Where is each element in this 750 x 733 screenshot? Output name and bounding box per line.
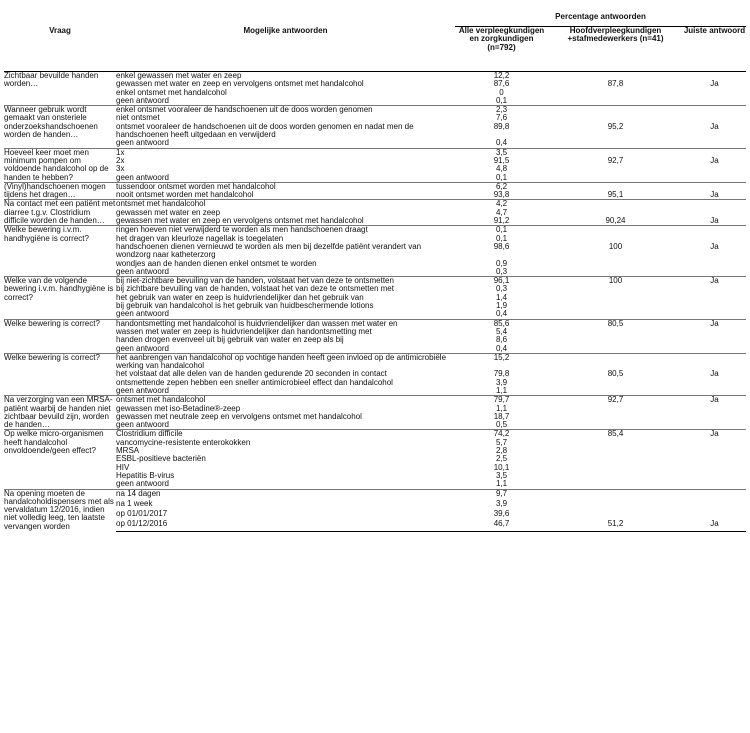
answer-cell: na 1 week bbox=[116, 498, 153, 508]
correct-answer-cell bbox=[683, 328, 746, 336]
answer-cell: gewassen met water en zeep en vervolgens ontsmet met handalcohol bbox=[116, 79, 364, 89]
answer-cell: 1x bbox=[116, 148, 455, 157]
table-row bbox=[4, 345, 746, 354]
correct-answer-cell bbox=[683, 345, 746, 354]
answer-cell: geen antwoord bbox=[116, 420, 169, 430]
percentage-all-cell: 4,7 bbox=[495, 207, 508, 217]
answer-cell: bij zichtbare bevuiling van de handen, volstaat het van deze te ontsmetten met bbox=[116, 284, 394, 294]
answer-cell: ontsmet vooraleer de handschoenen uit de doos worden genomen en nadat men de handschoenen heeft uitgedaan en verwijderd bbox=[116, 121, 414, 140]
percentage-head-cell bbox=[548, 480, 683, 489]
correct-answer-cell bbox=[683, 500, 746, 510]
correct-answer-cell bbox=[683, 405, 746, 413]
percentage-all-cell: 15,2 bbox=[455, 353, 548, 370]
question-group bbox=[4, 430, 746, 489]
answer-cell: wassen met water en zeep is huidvriendelijker dan handontsmetting met bbox=[116, 326, 372, 336]
percentage-head-cell: 51,2 bbox=[548, 520, 683, 531]
percentage-all-cell: 18,7 bbox=[493, 411, 510, 421]
question-cell: Welke bewering i.v.m. handhygiëne is correct? bbox=[4, 226, 116, 277]
results-table bbox=[4, 13, 746, 532]
answer-cell: het aanbrengen van handalcohol op vochtige handen heeft geen invloed op de antimicrobiële werking van handalcohol bbox=[116, 353, 455, 370]
percentage-head-cell: 100 bbox=[608, 241, 623, 251]
percentage-all-cell: 46,7 bbox=[455, 520, 548, 531]
percentage-all-cell: 39,6 bbox=[493, 509, 510, 519]
percentage-all-cell: 96,1 bbox=[455, 277, 548, 286]
correct-answer-cell bbox=[683, 294, 746, 302]
percentage-head-cell: 87,8 bbox=[607, 79, 624, 89]
percentage-all-cell: 98,6 bbox=[493, 241, 510, 251]
correct-answer-cell: Ja bbox=[710, 155, 719, 165]
question-group bbox=[4, 319, 746, 353]
percentage-head-cell bbox=[548, 464, 683, 472]
answer-cell: gewassen met water en zeep en vervolgens ontsmet met handalcohol bbox=[116, 216, 364, 226]
table-row bbox=[4, 123, 746, 140]
correct-answer-cell: Ja bbox=[683, 520, 746, 531]
correct-answer-cell bbox=[683, 200, 746, 209]
answer-cell: het dragen van kleurloze nagellak is toegelaten bbox=[116, 233, 284, 243]
percentage-head-cell bbox=[548, 294, 683, 302]
percentage-head-cell bbox=[548, 302, 683, 310]
correct-answer-cell bbox=[683, 285, 746, 293]
percentage-all-cell: 0,1 bbox=[455, 226, 548, 235]
question-group bbox=[4, 182, 746, 200]
percentage-head-cell bbox=[548, 165, 683, 173]
percentage-head-cell: 95,2 bbox=[607, 121, 624, 131]
question-cell: Na contact met een patiënt met diarree t.g.v. Clostridium difficile worden de handen… bbox=[4, 199, 116, 226]
percentage-all-cell: 0,1 bbox=[495, 233, 508, 243]
answer-cell: Clostridium difficile bbox=[116, 430, 455, 439]
percentage-head-cell bbox=[548, 174, 683, 183]
percentage-all-cell: 2,3 bbox=[455, 106, 548, 115]
percentage-head-cell: 80,5 bbox=[607, 369, 624, 379]
column-header-question: Vraag bbox=[4, 27, 116, 72]
answer-cell: enkel ontsmet vooraleer de handschoenen uit de doos worden genomen bbox=[116, 106, 455, 115]
percentage-all-cell: 0,3 bbox=[495, 266, 508, 276]
correct-answer-cell: Ja bbox=[683, 319, 746, 328]
correct-answer-cell bbox=[683, 439, 746, 447]
percentage-all-cell: 6,2 bbox=[455, 182, 548, 191]
correct-answer-cell: Ja bbox=[683, 430, 746, 439]
correct-answer-cell bbox=[683, 464, 746, 472]
correct-answer-cell: Ja bbox=[710, 121, 719, 131]
question-cell: Wanneer gebruik wordt gemaakt van onsteriele onderzoekshandschoenen worden de handen… bbox=[4, 106, 116, 148]
answer-cell: op 01/12/2016 bbox=[116, 520, 455, 531]
percentage-head-cell: 95,1 bbox=[607, 190, 624, 200]
percentage-head-cell bbox=[548, 472, 683, 480]
percentage-all-cell: 2,5 bbox=[495, 454, 508, 464]
answer-cell: Hepatitis B-virus bbox=[116, 470, 175, 480]
correct-answer-cell bbox=[683, 480, 746, 489]
percentage-head-cell bbox=[548, 226, 683, 235]
question-cell: Hoeveel keer moet men minimum pompen om voldoende handalcohol op de handen te hebben? bbox=[4, 148, 116, 182]
column-header-answers: Mogelijke antwoorden bbox=[116, 27, 455, 72]
percentage-all-cell: 0,4 bbox=[495, 138, 508, 148]
answer-cell: MRSA bbox=[116, 446, 140, 456]
percentage-all-cell: 3,9 bbox=[495, 377, 508, 387]
percentage-head-cell bbox=[548, 310, 683, 319]
percentage-all-cell: 0 bbox=[499, 87, 504, 97]
percentage-all-cell: 9,7 bbox=[455, 489, 548, 500]
column-header-correct: Juiste antwoord bbox=[683, 27, 746, 72]
answer-cell: enkel gewassen met water en zeep bbox=[116, 72, 455, 81]
answer-cell: ontsmet met handalcohol bbox=[116, 200, 455, 209]
correct-answer-cell: Ja bbox=[710, 79, 719, 89]
percentage-all-cell: 74,2 bbox=[455, 430, 548, 439]
percentage-all-cell: 0,3 bbox=[495, 284, 508, 294]
percentage-head-cell bbox=[548, 200, 683, 209]
percentage-all-cell: 8,6 bbox=[495, 335, 508, 345]
percentage-head-cell bbox=[548, 447, 683, 455]
percentage-all-cell: 0,1 bbox=[495, 95, 508, 105]
correct-answer-cell bbox=[683, 139, 746, 148]
percentage-all-cell: 0,9 bbox=[495, 258, 508, 268]
answer-cell: enkel ontsmet met handalcohol bbox=[116, 87, 227, 97]
percentage-head-cell bbox=[548, 139, 683, 148]
table-row bbox=[4, 520, 746, 531]
table-row bbox=[4, 310, 746, 319]
percentage-head-cell bbox=[548, 413, 683, 421]
table-row bbox=[4, 243, 746, 260]
percentage-head-cell bbox=[548, 489, 683, 500]
correct-answer-cell bbox=[683, 106, 746, 115]
question-group bbox=[4, 353, 746, 395]
percentage-head-cell: 92,7 bbox=[548, 396, 683, 405]
question-cell: Zichtbaar bevuilde handen worden… bbox=[4, 72, 116, 106]
percentage-all-cell: 1,1 bbox=[495, 403, 508, 413]
correct-answer-cell bbox=[683, 336, 746, 344]
percentage-head-cell bbox=[548, 328, 683, 336]
correct-answer-cell bbox=[683, 174, 746, 183]
percentage-all-cell: 12,2 bbox=[455, 72, 548, 81]
percentage-all-cell: 79,7 bbox=[455, 396, 548, 405]
percentage-all-cell: 3,9 bbox=[495, 498, 508, 508]
percentage-all-cell: 3,5 bbox=[455, 148, 548, 157]
correct-answer-cell bbox=[683, 310, 746, 319]
answer-cell: geen antwoord bbox=[116, 343, 169, 353]
question-group bbox=[4, 277, 746, 319]
percentage-head-cell: 80,5 bbox=[548, 319, 683, 328]
percentage-all-cell: 4,8 bbox=[495, 164, 508, 174]
answer-cell: het volstaat dat alle delen van de handen gedurende 20 seconden in contact bbox=[116, 369, 387, 379]
answer-cell: handen drogen evenveel uit bij gebruik van water en zeep als bij bbox=[116, 335, 344, 345]
percentage-all-cell: 1,4 bbox=[495, 292, 508, 302]
answer-cell: geen antwoord bbox=[116, 309, 169, 319]
answer-cell: op 01/01/2017 bbox=[116, 509, 168, 519]
percentage-all-cell: 91,2 bbox=[493, 216, 510, 226]
percentage-head-cell bbox=[548, 439, 683, 447]
percentage-all-cell: 2,8 bbox=[495, 446, 508, 456]
percentage-head-cell bbox=[548, 260, 683, 268]
percentage-head-cell bbox=[548, 500, 683, 510]
answer-cell: ontsmettende zepen hebben een sneller antimicrobieel effect dan handalcohol bbox=[116, 377, 393, 387]
percentage-head-cell bbox=[548, 97, 683, 106]
question-cell: Welke bewering is correct? bbox=[4, 353, 116, 395]
percentage-head-cell bbox=[548, 285, 683, 293]
percentage-head-cell bbox=[548, 379, 683, 387]
question-cell: (Vinyl)handschoenen mogen tijdens het dragen… bbox=[4, 182, 116, 200]
percentage-head-cell bbox=[548, 405, 683, 413]
answer-cell: ringen hoeven niet verwijderd te worden als men handschoenen draagt bbox=[116, 226, 455, 235]
correct-answer-cell bbox=[683, 89, 746, 97]
correct-answer-cell: Ja bbox=[710, 190, 719, 200]
column-header-head-nurses: Hoofdverpleegkundigen +stafmedewerkers (n=41) bbox=[548, 27, 683, 72]
correct-answer-cell bbox=[683, 302, 746, 310]
answer-cell: geen antwoord bbox=[116, 138, 169, 148]
question-group bbox=[4, 489, 746, 531]
answer-cell: HIV bbox=[116, 462, 130, 472]
percentage-head-cell bbox=[548, 336, 683, 344]
percentage-head-cell bbox=[548, 106, 683, 115]
correct-answer-cell bbox=[683, 455, 746, 463]
table-row bbox=[4, 353, 746, 370]
percentage-all-cell: 5,4 bbox=[495, 326, 508, 336]
answer-cell: geen antwoord bbox=[116, 479, 169, 489]
percentage-head-cell: 90,24 bbox=[605, 216, 626, 226]
correct-answer-cell: Ja bbox=[683, 277, 746, 286]
answer-cell: vancomycine-resistente enterokokken bbox=[116, 437, 251, 447]
percentage-head-cell bbox=[548, 353, 683, 370]
answer-cell: het gebruik van water en zeep is huidvriendelijker dan het gebruik van bbox=[116, 292, 364, 302]
answer-cell: geen antwoord bbox=[116, 95, 169, 105]
answer-cell: bij gebruik van handalcohol is het gebruik van huidbeschermende lotions bbox=[116, 301, 374, 311]
answer-cell: na 14 dagen bbox=[116, 489, 455, 500]
percentage-all-cell: 3,5 bbox=[495, 470, 508, 480]
answer-cell: ESBL-positieve bacteriën bbox=[116, 454, 206, 464]
answer-cell: niet ontsmet bbox=[116, 113, 160, 123]
percentage-head-cell: 92,7 bbox=[607, 155, 624, 165]
answer-cell: handontsmetting met handalcohol is huidvriendelijker dan wassen met water en bbox=[116, 319, 455, 328]
answer-cell: gewassen met neutrale zeep en vervolgens ontsmet met handalcohol bbox=[116, 411, 362, 421]
question-group bbox=[4, 200, 746, 226]
question-group bbox=[4, 148, 746, 182]
answer-cell: handschoenen dienen vernieuwd te worden als men bij dezelfde patiënt verandert van wondzorg naar katheterzorg bbox=[116, 241, 422, 260]
answer-cell: 3x bbox=[116, 164, 125, 174]
percentage-all-cell: 93,8 bbox=[493, 190, 510, 200]
percentage-head-cell: 100 bbox=[548, 277, 683, 286]
percentage-all-cell: 91,5 bbox=[493, 155, 510, 165]
correct-answer-cell bbox=[683, 226, 746, 235]
percentage-all-cell: 7,6 bbox=[495, 113, 508, 123]
answer-cell: geen antwoord bbox=[116, 385, 169, 395]
table-row bbox=[4, 139, 746, 148]
percentage-all-cell: 0,4 bbox=[495, 309, 508, 319]
question-cell: Op welke micro-organismen heeft handalcohol onvoldoende/geen effect? bbox=[4, 430, 116, 489]
correct-answer-cell bbox=[683, 379, 746, 387]
percentage-head-cell: 85,4 bbox=[548, 430, 683, 439]
answer-cell: nooit ontsmet worden met handalcohol bbox=[116, 190, 254, 200]
percentage-all-cell: 89,8 bbox=[493, 121, 510, 131]
percentage-all-cell: 1,1 bbox=[495, 385, 508, 395]
percentage-all-cell: 0,4 bbox=[495, 343, 508, 353]
percentage-all-cell: 0,1 bbox=[495, 172, 508, 182]
answer-cell: wondjes aan de handen dienen enkel ontsmet te worden bbox=[116, 258, 317, 268]
answer-cell: 2x bbox=[116, 155, 125, 165]
percentage-all-cell: 4,2 bbox=[455, 200, 548, 209]
correct-answer-cell bbox=[683, 489, 746, 500]
question-group bbox=[4, 106, 746, 148]
percentage-all-cell: 87,6 bbox=[493, 79, 510, 89]
correct-answer-cell: Ja bbox=[683, 396, 746, 405]
question-cell: Na opening moeten de handalcoholdispensers met als vervaldatum 12/2016, indien niet volledig leeg, ten laatste vervangen worden bbox=[4, 489, 116, 531]
answer-cell: tussendoor ontsmet worden met handalcohol bbox=[116, 182, 455, 191]
percentage-all-cell: 10,1 bbox=[493, 462, 510, 472]
question-group bbox=[4, 72, 746, 106]
percentage-head-cell bbox=[548, 89, 683, 97]
percentage-all-cell: 85,6 bbox=[455, 319, 548, 328]
answer-cell: geen antwoord bbox=[116, 172, 169, 182]
table-row bbox=[4, 480, 746, 489]
percentage-all-cell: 1,9 bbox=[495, 301, 508, 311]
correct-answer-cell bbox=[683, 447, 746, 455]
answer-cell: bij niet-zichtbare bevuiling van de handen, volstaat het van deze te ontsmetten bbox=[116, 277, 455, 286]
answer-cell: geen antwoord bbox=[116, 266, 169, 276]
column-header-all: Alle verpleegkundigen en zorgkundigen (n=792) bbox=[455, 27, 548, 72]
percentage-head-cell bbox=[548, 455, 683, 463]
correct-answer-cell bbox=[683, 353, 746, 370]
question-cell: Welke van de volgende bewering i.v.m. handhygiëne is correct? bbox=[4, 277, 116, 319]
correct-answer-cell bbox=[683, 472, 746, 480]
correct-answer-cell bbox=[683, 413, 746, 421]
correct-answer-cell: Ja bbox=[710, 216, 719, 226]
percentage-head-cell bbox=[548, 345, 683, 354]
answer-cell: gewassen met iso-Betadine®-zeep bbox=[116, 403, 241, 413]
correct-answer-cell: Ja bbox=[710, 241, 719, 251]
percentage-all-cell: 1,1 bbox=[495, 479, 508, 489]
question-cell: Na verzorging van een MRSA-patiënt waarbij de handen niet zichtbaar bevuild zijn, worden de handen… bbox=[4, 396, 116, 430]
correct-answer-cell: Ja bbox=[710, 369, 719, 379]
correct-answer-cell bbox=[683, 165, 746, 173]
percentage-all-cell: 79,8 bbox=[493, 369, 510, 379]
percentage-all-cell: 5,7 bbox=[495, 437, 508, 447]
answer-cell: gewassen met water en zeep bbox=[116, 207, 221, 217]
correct-answer-cell bbox=[683, 97, 746, 106]
correct-answer-cell bbox=[683, 260, 746, 268]
answer-cell: ontsmet met handalcohol bbox=[116, 396, 455, 405]
header-group-title: Percentage antwoorden bbox=[455, 13, 746, 27]
question-group bbox=[4, 396, 746, 430]
percentage-all-cell: 0,5 bbox=[495, 420, 508, 430]
question-cell: Welke bewering is correct? bbox=[4, 319, 116, 353]
question-group bbox=[4, 226, 746, 277]
